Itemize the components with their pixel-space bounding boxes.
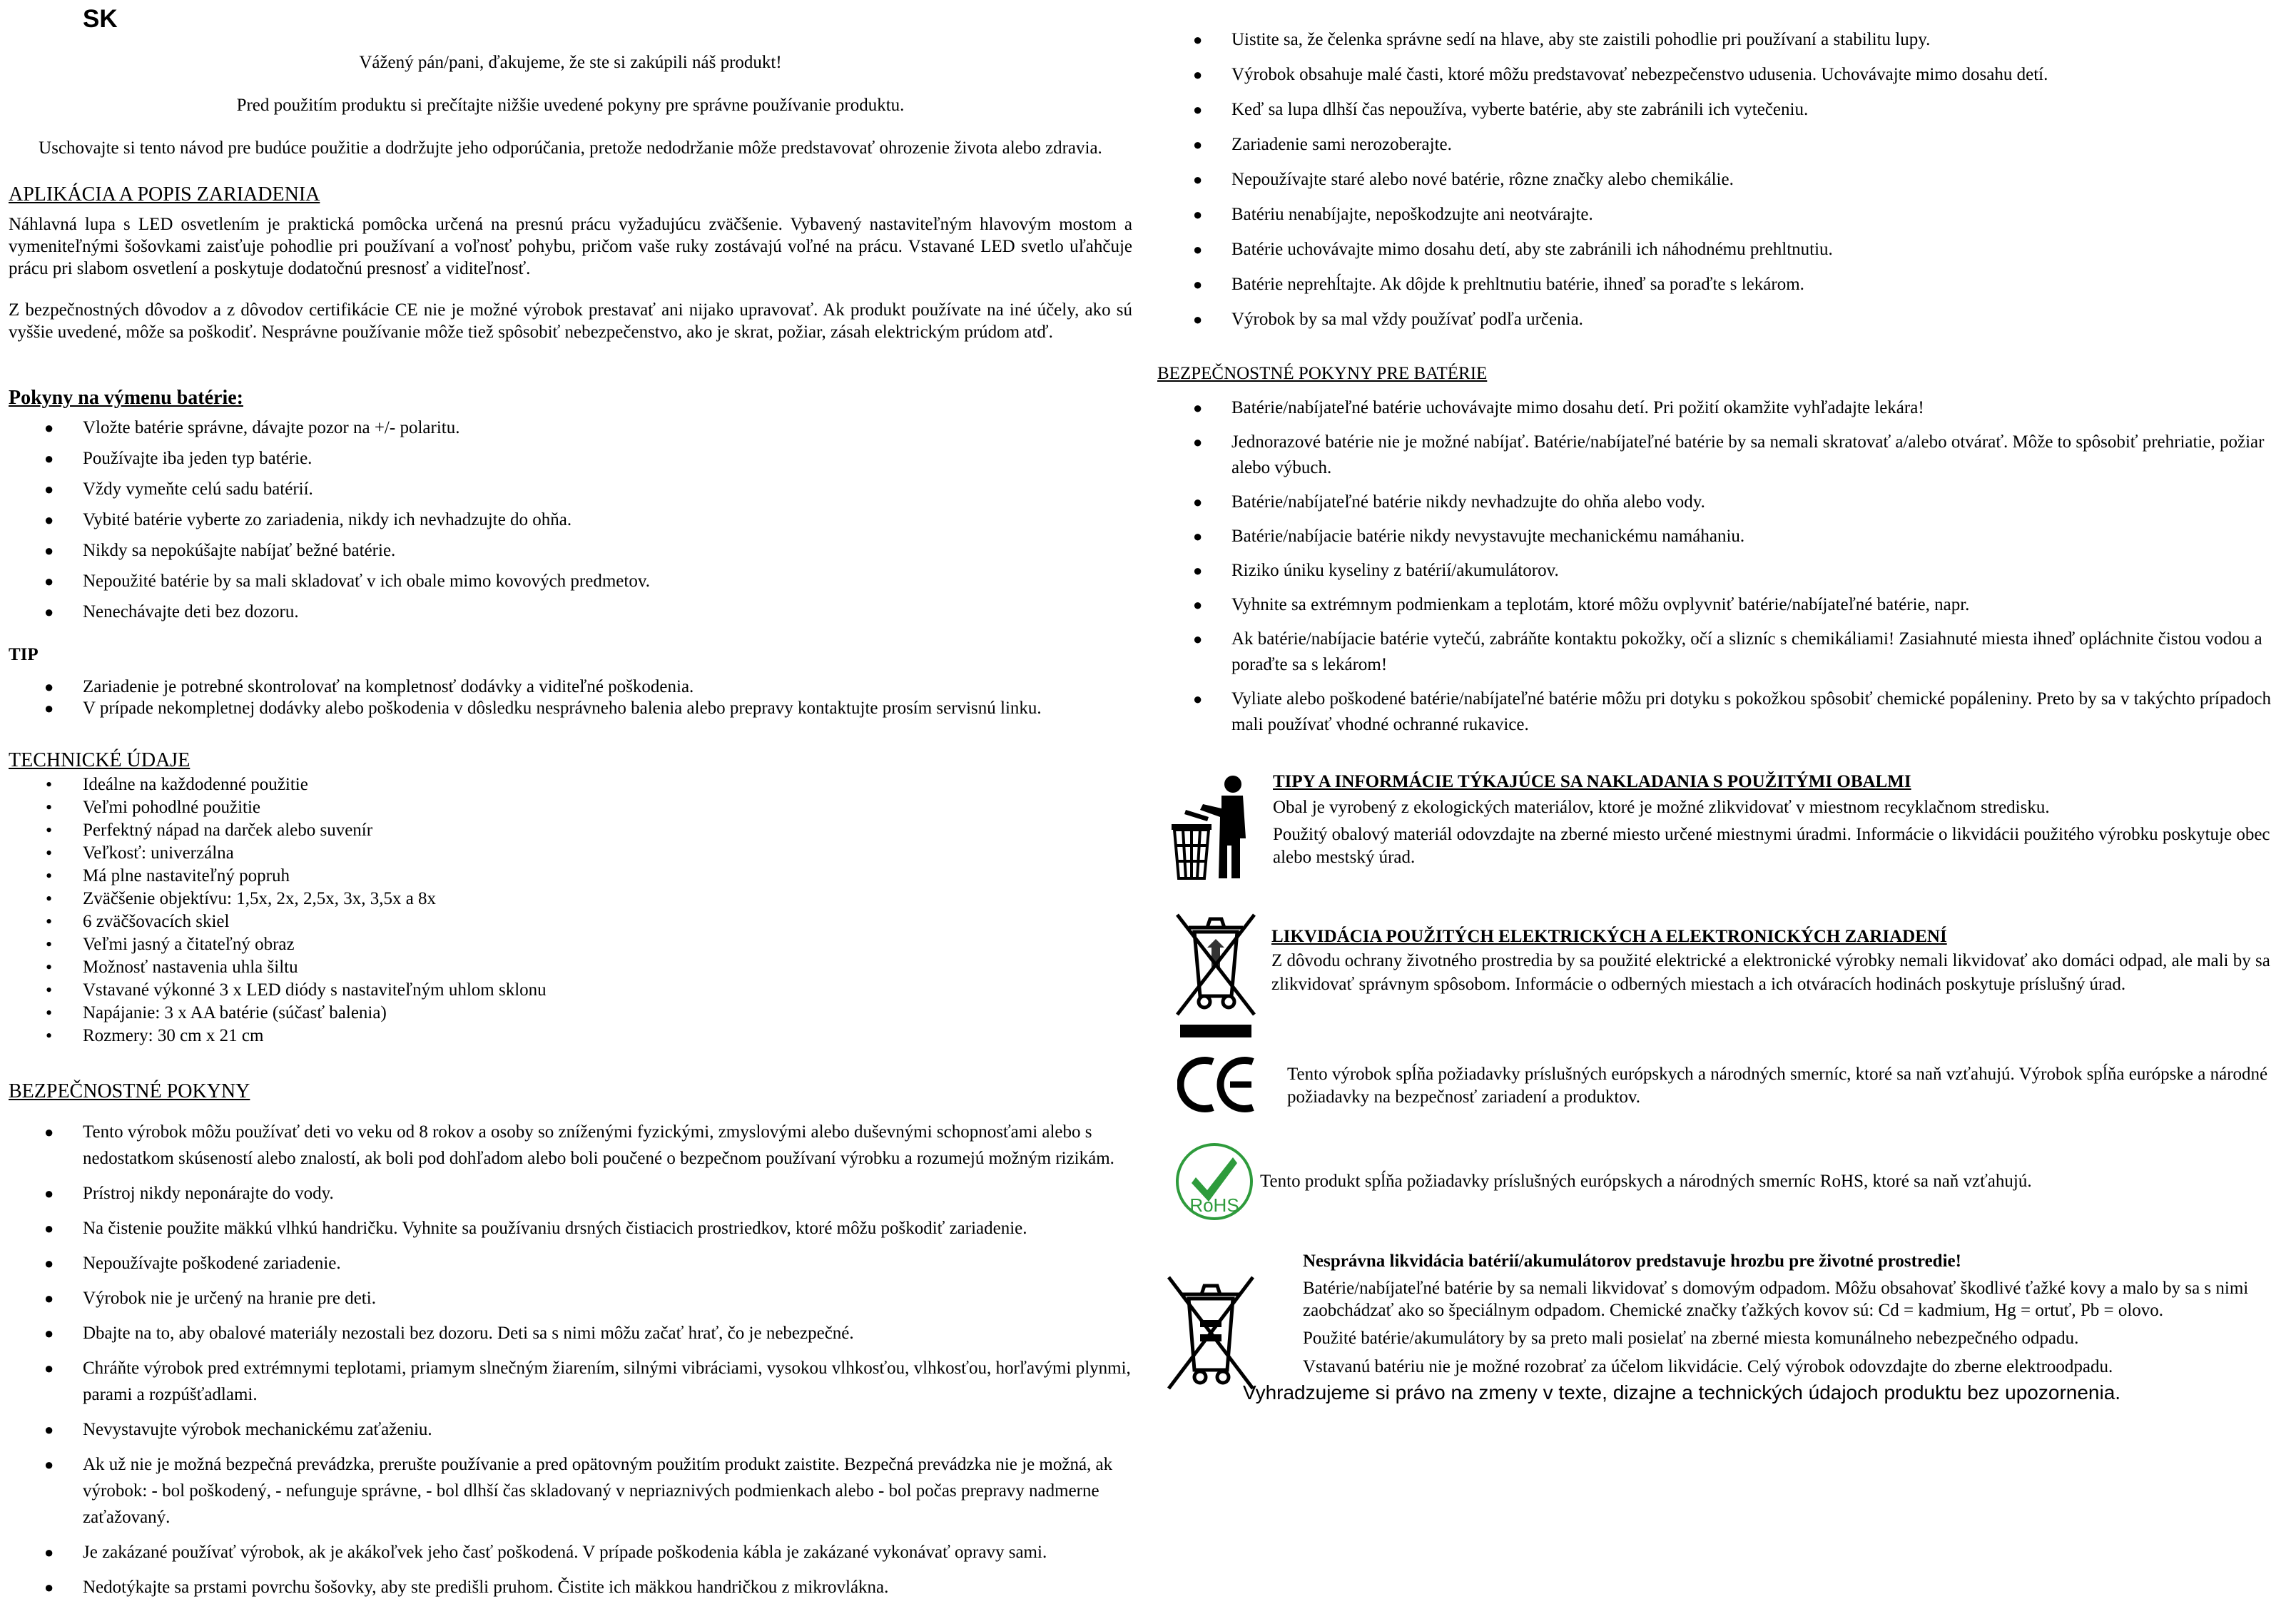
intro-keep: Uschovajte si tento návod pre budúce použitie a dodržujte jeho odporúčania, pretože nedodržanie môže predstavovať ohrozenie života alebo zdravia. xyxy=(39,138,1102,158)
battery-safety-item: ● Riziko úniku kyseliny z batérií/akumulátorov. xyxy=(1157,558,2288,584)
battery-safety-title: BEZPEČNOSTNÉ POKYNY PRE BATÉRIE xyxy=(1157,364,1488,383)
technical-title: TECHNICKÉ ÚDAJE xyxy=(9,749,191,771)
battery-safety-item: ● Vyliate alebo poškodené batérie/nabíjateľné batérie môžu pri dotyku s pokožkou spôsobiť chemické popáleniny. Preto by sa v takýchto prípadoch mali používať vhodné ochranné rukavice. xyxy=(1157,686,2288,738)
safety-item: ● Chráňte výrobok pred extrémnymi teplotami, priamym slnečným žiarením, silnými vibráciami, vysokou vlhkosťou, vlhkosťou, horľavými plynmi, parami a rozpúšťadlami. xyxy=(9,1355,1132,1408)
technical-item: • Zväčšenie objektívu: 1,5x, 2x, 2,5x, 3x, 3,5x a 8x xyxy=(9,888,1132,910)
weee-title: LIKVIDÁCIA POUŽITÝCH ELEKTRICKÝCH A ELEKTRONICKÝCH ZARIADENÍ xyxy=(1271,927,1947,946)
packaging-section xyxy=(1273,769,2293,869)
battery-change-list xyxy=(9,412,1132,627)
rohs-icon xyxy=(1174,1142,1254,1222)
rohs-label: RoHS xyxy=(1189,1194,1239,1216)
technical-item: • Napájanie: 3 x AA batérie (súčasť balenia) xyxy=(9,1002,1132,1025)
battery-change-item: ● Nikdy sa nepokúšajte nabíjať bežné batérie. xyxy=(9,535,1132,566)
technical-item: • Veľkosť: univerzálna xyxy=(9,842,1132,865)
safety-title: BEZPEČNOSTNÉ POKYNY xyxy=(9,1080,250,1102)
crossed-bin-battery-icon xyxy=(1164,1270,1257,1391)
battery-change-item: ● Nepoužité batérie by sa mali skladovať v ich obale mimo kovových predmetov. xyxy=(9,566,1132,597)
technical-item: • 6 zväčšovacích skiel xyxy=(9,910,1132,933)
technical-item: • Veľmi pohodlné použitie xyxy=(9,796,1132,819)
battery-safety-item: ● Jednorazové batérie nie je možné nabíjať. Batérie/nabíjateľné batérie by sa nemali skratovať a/alebo otvárať. Môže to spôsobiť prehriatie, požiar alebo výbuch. xyxy=(1157,430,2288,481)
safety-continued-item: ● Uistite sa, že čelenka správne sedí na hlave, aby ste zaistili pohodlie pri používaní a stabilitu lupy. xyxy=(1157,27,2288,53)
battery-safety-list xyxy=(1157,395,2288,738)
battery-change-item: ● Vložte batérie správne, dávajte pozor na +/- polaritu. xyxy=(9,412,1132,443)
intro-read: Pred použitím produktu si prečítajte nižšie uvedené pokyny pre správne používanie produktu. xyxy=(236,96,905,115)
safety-continued-item: ● Batériu nenabíjajte, nepoškodzujte ani neotvárajte. xyxy=(1157,202,2288,228)
safety-item: ● Nevystavujte výrobok mechanickému zaťaženiu. xyxy=(9,1416,1132,1443)
battery-safety-item: ● Batérie/nabíjacie batérie nikdy nevystavujte mechanickému namáhaniu. xyxy=(1157,524,2288,549)
safety-item: ● Prístroj nikdy neponárajte do vody. xyxy=(9,1180,1132,1207)
tip-section xyxy=(9,642,1132,719)
weee-p1: Z dôvodu ochrany životného prostredia by sa použité elektrické a elektronické výrobky nemali likvidovať ako domáci odpad, ale mali by sa zlikvidovať správnym spôsobom. Informácie o odberných miestach a ich otváracích hodinách poskytuje príslušný úrad. xyxy=(1271,951,2270,994)
battery-disposal-p1: Batérie/nabíjateľné batérie by sa nemali likvidovať s domovým odpadom. Môžu obsahovať škodlivé ťažké kovy a malo by sa s nimi zaobchádzať ako so špeciálnym odpadom. Chemické značky ťažkých kovov sú: Cd = kadmium, Hg = ortuť, Pb = olovo. xyxy=(1303,1279,2249,1320)
trash-man-icon xyxy=(1172,774,1257,880)
weee-section xyxy=(1271,925,2292,996)
description-p1: Náhlavná lupa s LED osvetlením je praktická pomôcka určená na presnú prácu vyžadujúcu zväčšenie. Vybavený nastaviteľným hlavovým mostom a vymeniteľnými šošovkami zaisťuje pohodlie pri používaní a voľnosť pohybu, pričom vaše ruky zostávajú voľné na prácu. Vstavané LED svetlo uľahčuje prácu pri slabom osvetlení a poskytuje dodatočnú presnosť a viditeľnosť. xyxy=(9,215,1132,279)
battery-change-title: Pokyny na výmenu batérie: xyxy=(9,387,243,409)
battery-disposal-p3: Vstavanú batériu nie je možné rozobrať za účelom likvidácie. Celý výrobok odovzdajte do zberne elektroodpadu. xyxy=(1303,1357,2113,1376)
packaging-p2: Použitý obalový materiál odovzdajte na zberné miesto určené miestnymi úradmi. Informácie o likvidácii použitého výrobku poskytuje obec alebo mestský úrad. xyxy=(1273,825,2270,867)
technical-item: • Vstavané výkonné 3 x LED diódy s nastaviteľným uhlom sklonu xyxy=(9,979,1132,1002)
technical-list xyxy=(9,773,1132,1047)
packaging-p1: Obal je vyrobený z ekologických materiálov, ktoré je možné zlikvidovať v miestnom recyklačnom stredisku. xyxy=(1273,798,2050,817)
rohs-section xyxy=(1260,1170,2287,1193)
technical-item: • Možnosť nastavenia uhla šiltu xyxy=(9,956,1132,979)
battery-change-item: ● Používajte iba jeden typ batérie. xyxy=(9,443,1132,474)
safety-item: ● Nepoužívajte poškodené zariadenie. xyxy=(9,1250,1132,1276)
battery-safety-item: ● Ak batérie/nabíjacie batérie vytečú, zabráňte kontaktu pokožky, očí a slizníc s chemikáliami! Zasiahnuté miesta ihneď opláchnite čistou vodou a poraďte sa s lekárom! xyxy=(1157,626,2288,678)
battery-change-item: ● Vybité batérie vyberte zo zariadenia, nikdy ich nevhadzujte do ohňa. xyxy=(9,504,1132,535)
crossed-bin-icon xyxy=(1173,910,1259,1039)
technical-item: • Rozmery: 30 cm x 21 cm xyxy=(9,1025,1132,1047)
tip-item: ● V prípade nekompletnej dodávky alebo poškodenia v dôsledku nesprávneho balenia alebo prepravy kontaktujte prosím servisnú linku. xyxy=(9,698,1132,719)
ce-text: Tento výrobok spĺňa požiadavky príslušných európskych a národných smerníc, ktoré sa naň vzťahujú. Výrobok spĺňa európske a národné požiadavky na bezpečnosť zariadení a produktov. xyxy=(1287,1065,2268,1107)
safety-item: ● Tento výrobok môžu používať deti vo veku od 8 rokov a osoby so zníženými fyzickými, zmyslovými alebo duševnými schopnosťami alebo s nedostatkom skúseností alebo znalostí, ak boli pod dohľadom alebo boli poučené o bezpečnom používaní výrobku a rozumejú možným rizikám. xyxy=(9,1119,1132,1172)
technical-section xyxy=(9,748,1132,1047)
safety-section xyxy=(9,1079,1132,1609)
safety-continued-item: ● Batérie neprehĺtajte. Ak dôjde k prehltnutiu batérie, ihneď sa poraďte s lekárom. xyxy=(1157,272,2288,298)
safety-item: ● Na čistenie použite mäkkú vlhkú handričku. Vyhnite sa používaniu drsných čistiacich prostriedkov, ktoré môžu poškodiť zariadenie. xyxy=(9,1215,1132,1242)
battery-change-item: ● Nenechávajte deti bez dozoru. xyxy=(9,597,1132,627)
safety-item: ● Výrobok nie je určený na hranie pre deti. xyxy=(9,1285,1132,1311)
safety-continued-item: ● Keď sa lupa dlhší čas nepoužíva, vyberte batérie, aby ste zabránili ich vytečeniu. xyxy=(1157,97,2288,123)
battery-disposal-section xyxy=(1303,1250,2295,1379)
tip-title: TIP xyxy=(9,645,39,664)
description-title: APLIKÁCIA A POPIS ZARIADENIA xyxy=(9,183,320,205)
technical-item: • Perfektný nápad na darček alebo suvenír xyxy=(9,819,1132,842)
ce-section xyxy=(1287,1063,2286,1109)
ce-mark-icon xyxy=(1177,1056,1257,1113)
safety-continued-list xyxy=(1157,27,2288,342)
battery-safety-item: ● Batérie/nabíjateľné batérie uchovávajte mimo dosahu detí. Pri požití okamžite vyhľadajte lekára! xyxy=(1157,395,2288,421)
battery-disposal-title: Nesprávna likvidácia batérií/akumulátorov predstavuje hrozbu pre životné prostredie! xyxy=(1303,1252,1961,1271)
intro-greeting: Vážený pán/pani, ďakujeme, že ste si zakúpili náš produkt! xyxy=(359,53,782,72)
technical-item: • Veľmi jasný a čitateľný obraz xyxy=(9,933,1132,956)
technical-item: • Má plne nastaviteľný popruh xyxy=(9,865,1132,888)
safety-item: ● Dbajte na to, aby obalové materiály nezostali bez dozoru. Deti sa s nimi môžu začať hrať, čo je nebezpečné. xyxy=(9,1320,1132,1346)
battery-disposal-p2: Použité batérie/akumulátory by sa preto mali posielať na zberné miesta komunálneho nebezpečného odpadu. xyxy=(1303,1329,2079,1348)
description-section xyxy=(9,182,1132,343)
battery-change-item: ● Vždy vymeňte celú sadu batérií. xyxy=(9,474,1132,504)
battery-safety-section xyxy=(1157,361,2288,746)
safety-continued-item: ● Zariadenie sami nerozoberajte. xyxy=(1157,132,2288,158)
packaging-title: TIPY A INFORMÁCIE TÝKAJÚCE SA NAKLADANIA S POUŽITÝMI OBALMI xyxy=(1273,772,1911,791)
safety-item: ● Nedotýkajte sa prstami povrchu šošovky, aby ste predišli pruhom. Čistite ich mäkkou handričkou z mikrovlákna. xyxy=(9,1574,1132,1600)
rohs-text: Tento produkt spĺňa požiadavky príslušných európskych a národných smerníc RoHS, ktoré sa naň vzťahujú. xyxy=(1260,1172,2032,1191)
safety-continued-item: ● Výrobok obsahuje malé časti, ktoré môžu predstavovať nebezpečenstvo udusenia. Uchovávajte mimo dosahu detí. xyxy=(1157,62,2288,88)
safety-list xyxy=(9,1119,1132,1600)
safety-item: ● Je zakázané používať výrobok, ak je akákoľvek jeho časť poškodená. V prípade poškodenia kábla je zakázané vykonávať opravy sami. xyxy=(9,1539,1132,1565)
tip-item: ● Zariadenie je potrebné skontrolovať na kompletnosť dodávky a viditeľné poškodenia. xyxy=(9,676,1132,698)
tip-list xyxy=(9,676,1132,719)
battery-change-section xyxy=(9,385,1132,627)
technical-item: • Ideálne na každodenné použitie xyxy=(9,773,1132,796)
description-p2: Z bezpečnostných dôvodov a z dôvodov certifikácie CE nie je možné výrobok prestavať ani nijako upravovať. Ak produkt používate na iné účely, ako sú vyššie uvedené, môže sa poškodiť. Nesprávne používanie môže tiež spôsobiť nebezpečenstvo, ako je skrat, požiar, zásah elektrickým prúdom atď. xyxy=(9,300,1132,342)
safety-item: ● Ak už nie je možná bezpečná prevádzka, prerušte používanie a pred opätovným použitím produkt zaistite. Bezpečná prevádzka nie je možná, ak výrobok: - bol poškodený, - nefunguje správne, - bol dlhší čas skladovaný v nepriaznivých podmienkach alebo - bol počas prepravy nadmerne zaťažovaný. xyxy=(9,1451,1132,1531)
battery-safety-item: ● Batérie/nabíjateľné batérie nikdy nevhadzujte do ohňa alebo vody. xyxy=(1157,489,2288,515)
safety-continued-item: ● Výrobok by sa mal vždy používať podľa určenia. xyxy=(1157,307,2288,333)
safety-continued-item: ● Nepoužívajte staré alebo nové batérie, rôzne značky alebo chemikálie. xyxy=(1157,167,2288,193)
safety-continued-item: ● Batérie uchovávajte mimo dosahu detí, aby ste zabránili ich náhodnému prehltnutiu. xyxy=(1157,237,2288,263)
battery-safety-item: ● Vyhnite sa extrémnym podmienkam a teplotám, ktoré môžu ovplyvniť batérie/nabíjateľné batérie, napr. xyxy=(1157,592,2288,618)
footer-note: Vyhradzujeme si právo na zmeny v texte, dizajne a technických údajoch produktu bez upozornenia. xyxy=(1242,1381,2121,1404)
language-code: SK xyxy=(83,5,118,33)
